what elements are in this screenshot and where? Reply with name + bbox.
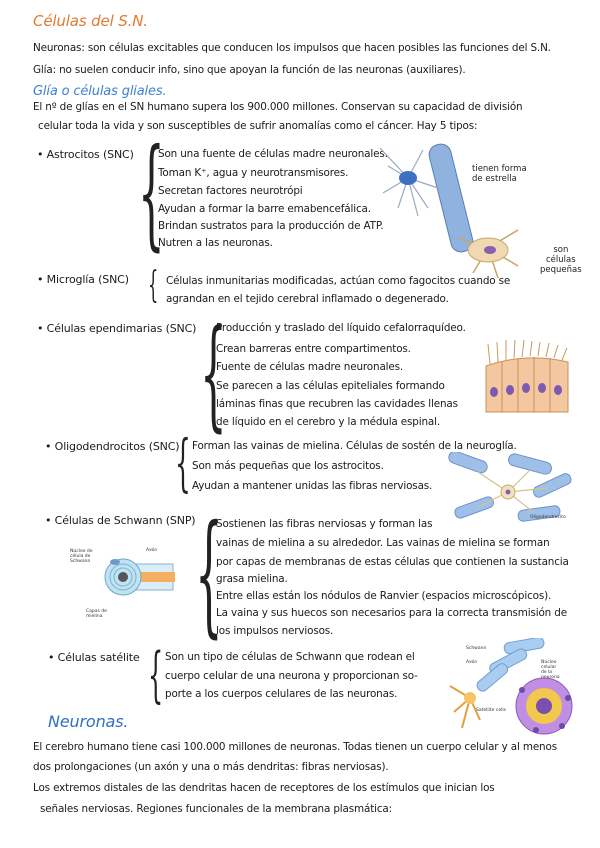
schwann-item-1: Sostienen las fibras nerviosas y forman las <box>216 518 433 530</box>
schwann-brace: { <box>195 497 223 651</box>
schwann-axon-label: Axón <box>146 548 158 553</box>
astrocitos-item-1: Son una fuente de células madre neuronales. <box>158 148 388 160</box>
microglia-brace: { <box>148 265 159 306</box>
oligodendrocitos-label: • Oligodendrocitos (SNC) <box>45 440 180 453</box>
satelite-item-1: Son un tipo de células de Schwann que rodean el <box>165 651 415 663</box>
glia-intro-2: celular toda la vida y son susceptibles de sufrir anomalías como el cáncer. Hay 5 tipos: <box>38 120 478 132</box>
satellite-nucleus-label: Núcleo celular de la neurona <box>541 660 560 680</box>
satelite-item-2: cuerpo celular de una neurona y proporcionan so- <box>165 670 418 682</box>
astrocitos-note-pequenas: son células pequeñas <box>540 245 582 275</box>
satelite-label: • Células satélite <box>48 651 140 664</box>
schwann-item-2: vainas de mielina a su alrededor. Las vainas de mielina se forman <box>216 537 550 549</box>
oligodendrocitos-item-2: Son más pequeñas que los astrocitos. <box>192 460 384 472</box>
oligodendrocitos-brace: { <box>175 426 191 499</box>
schwann-layers-label: Capas de mielina <box>86 609 107 619</box>
astrocitos-item-4: Ayudan a formar la barre emabencefálica. <box>158 203 371 215</box>
ependimarias-item-5: láminas finas que recubren las cavidades llenas <box>216 398 458 410</box>
schwann-item-6: La vaina y sus huecos son necesarios para la correcta transmisión de <box>216 607 567 619</box>
satelite-brace: { <box>148 640 164 710</box>
oligodendrocyte-illustration <box>448 452 578 532</box>
intro-neuronas: Neuronas: son células excitables que conducen los impulsos que hacen posibles las funciones del S.N. <box>33 42 551 54</box>
oligodendrocitos-item-1: Forman las vainas de mielina. Células de sostén de la neuroglía. <box>192 440 517 452</box>
glia-intro-1: El nº de glías en el SN humano supera los 900.000 millones. Conservan su capacidad de división <box>33 101 523 113</box>
schwann-item-7: los impulsos nerviosos. <box>216 625 334 637</box>
neuronas-line-2: dos prolongaciones (un axón y una o más dendritas: fibras nerviosas). <box>33 761 389 773</box>
ependymal-cells-illustration <box>482 340 572 418</box>
astrocitos-label: • Astrocitos (SNC) <box>37 148 134 161</box>
schwann-item-4: grasa mielina. <box>216 573 288 585</box>
satellite-cells-illustration <box>440 638 580 738</box>
neuronas-line-4: señales nerviosas. Regiones funcionales de la membrana plasmática: <box>40 803 392 815</box>
microglia-label: • Microglía (SNC) <box>37 273 129 286</box>
satelite-item-3: porte a los cuerpos celulares de las neuronas. <box>165 688 398 700</box>
schwann-item-3: por capas de membranas de estas células que contienen la sustancia <box>216 556 569 568</box>
astrocyte-illustration <box>378 138 548 288</box>
oligodendrocyte-image-label: Oligodendrocito <box>530 515 566 520</box>
astrocitos-note-estrella: tienen forma de estrella <box>472 164 527 184</box>
satellite-axon-label: Axón <box>466 660 478 665</box>
neuronas-line-1: El cerebro humano tiene casi 100.000 millones de neuronas. Todas tienen un cuerpo celular y al menos <box>33 741 557 753</box>
intro-glia: Glía: no suelen conducir info, sino que apoyan la función de las neuronas (auxiliares). <box>33 64 466 76</box>
microglia-item-2: agrandan en el tejido cerebral inflamado o degenerado. <box>166 293 449 305</box>
astrocitos-brace: { <box>138 124 165 263</box>
glia-heading: Glía o células gliales. <box>33 84 167 99</box>
astrocitos-item-5: Brindan sustratos para la producción de ATP. <box>158 220 384 232</box>
satellite-cells-label: Satellite cells <box>476 708 506 713</box>
schwann-item-5: Entre ellas están los nódulos de Ranvier (espacios microscópicos). <box>216 590 552 602</box>
neuronas-heading: Neuronas. <box>48 712 129 731</box>
schwann-nucleus-label: Núcleo de célula de Schwann <box>70 549 93 564</box>
astrocitos-item-2: Toman K⁺, agua y neurotransmisores. <box>158 167 349 179</box>
ependimarias-item-1: Producción y traslado del líquido cefalorraquídeo. <box>216 322 466 334</box>
neuronas-line-3: Los extremos distales de las dendritas hacen de receptores de los estímulos que inician los <box>33 782 495 794</box>
oligodendrocitos-item-3: Ayudan a mantener unidas las fibras nerviosas. <box>192 480 433 492</box>
schwann-label: • Células de Schwann (SNP) <box>45 514 196 527</box>
astrocitos-item-3: Secretan factores neurotrópi <box>158 185 303 197</box>
ependimarias-item-4: Se parecen a las células epiteliales formando <box>216 380 445 392</box>
schwann-cell-illustration <box>95 548 175 608</box>
microglia-item-1: Células inmunitarias modificadas, actúan como fagocitos cuando se <box>166 275 511 287</box>
ependimarias-item-6: de líquido en el cerebro y la médula espinal. <box>216 416 441 428</box>
page-title: Células del S.N. <box>33 12 148 30</box>
satellite-schwann-label: Schwann <box>466 646 487 651</box>
ependimarias-brace: { <box>200 305 227 444</box>
ependimarias-label: • Células ependimarias (SNC) <box>37 322 197 335</box>
astrocitos-item-6: Nutren a las neuronas. <box>158 237 273 249</box>
ependimarias-item-3: Fuente de células madre neuronales. <box>216 361 404 373</box>
ependimarias-item-2: Crean barreras entre compartimentos. <box>216 343 411 355</box>
